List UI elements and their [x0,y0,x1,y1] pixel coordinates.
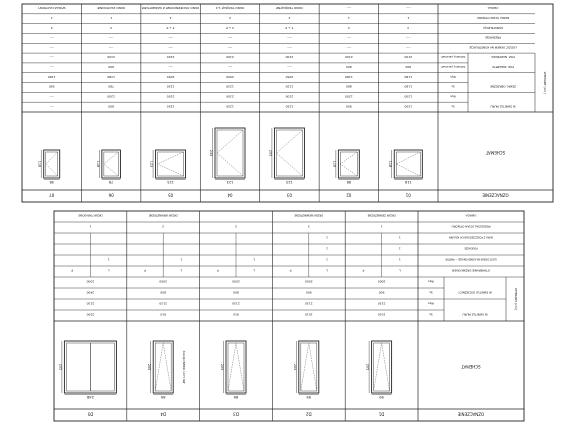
row-value: ---- [346,6,352,11]
row-value: 3 + P [285,25,294,30]
row-value: ---- [168,45,173,50]
row-value: 2100 [285,94,294,99]
section-label: SCHEMAT [485,150,506,155]
row-label: PODDASZE [464,246,478,250]
row-value: 3 + P [166,25,175,30]
window-width-label: 88 [346,180,352,184]
row-value: ---- [49,94,54,99]
window-width-label: 58 [49,180,54,184]
row-value: 2130 [377,301,386,306]
row-value: 2 [288,15,291,20]
row-value: ---- [168,35,173,40]
opening-line [46,152,58,176]
row-value: 1010 [377,312,386,317]
row-value: 900 [108,65,115,70]
row-value: 1180 [345,74,353,79]
row-value: 1250 [166,104,175,109]
door-leaf [228,343,244,391]
opening-line [301,343,317,391]
row-value: ---- [287,45,292,50]
window-width-label: 123 [226,180,234,184]
window-sash [217,130,243,176]
row-value: 2400 [86,290,95,295]
row-label: POZ. PARAPETU [492,65,514,70]
row-value: 2 [235,224,237,229]
opening-line [228,343,244,391]
row-value: ---- [49,45,54,50]
row-value: ---- [108,35,114,40]
row-value: 910 [160,312,167,317]
row-value: 2100 [345,55,353,60]
door-leaf [155,343,171,391]
window-width-label: 123 [167,180,174,184]
row-value: 2 [110,25,113,30]
row-value: 1230 [166,84,175,89]
column-code: 04 [227,192,233,198]
row-label: POZ. NADPROŻA [491,55,515,60]
row-label: W ŚWIETLE MURU [462,312,488,317]
opening-line [158,152,184,176]
row-value: 2 [162,224,165,229]
row-value: 2100 [226,55,234,60]
row-value: 1 [347,15,350,20]
window-frame [102,150,121,178]
row-value: ---- [406,6,411,11]
column-code: 06 [108,192,114,198]
row-value: ---- [227,35,233,40]
open-direction: P [289,268,292,273]
window-frame [44,150,60,178]
opening-line [374,343,390,391]
opening-line [396,152,420,176]
row-sublabel: Wys [428,279,434,284]
table-frame [54,211,524,421]
row-value: 800 [233,290,239,295]
window-frame [338,150,359,178]
row-label: W ŚWIETLE OŚCIEŻNICY [458,290,492,295]
row-value: 880 [345,84,352,89]
door-leaf [374,343,390,391]
row-value: 1 [110,15,113,20]
door-height-label: 205 [147,363,152,371]
row-value: 3 [407,25,410,30]
row-value: 1 [89,224,92,229]
window-sash [104,152,119,176]
window-sash [158,152,184,176]
row-value: 1 [407,15,410,20]
window-sash [46,152,58,176]
row-sublabel: Wys [450,74,456,78]
row-value: ---- [49,35,54,40]
row-sublabel: Wys [428,301,434,306]
row-value: 1250 [226,104,234,109]
window-frame [274,128,304,178]
row-sublabel: Aktualny parametr [440,55,466,59]
window-frame [394,150,422,178]
window-frame [215,128,245,178]
row-value: 2130 [304,301,313,306]
count-value: 1 [253,257,256,262]
row-value: 800 [108,104,115,109]
door-height-label: 205 [220,363,224,371]
window-height-label: 205 [268,149,273,157]
window-height-label: 118 [37,160,42,168]
remark-text: DRZWI TARASOWE [78,213,103,217]
row-label: UWAGA [465,213,477,218]
column-code: D2 [305,411,312,417]
row-value: ---- [227,45,233,50]
row-value: 1 [380,224,383,229]
row-value: 580 [48,84,55,89]
open-direction: L [180,268,183,273]
open-direction: L [107,268,110,273]
open-direction: L [253,268,256,273]
open-direction: P [216,268,219,273]
row-value: ---- [406,45,411,50]
row-value: 1200 [404,104,413,109]
row-value: OKNO TRÓJKĄTNE [276,6,303,11]
column-code: D5 [87,411,94,417]
row-value: 2100 [107,55,115,60]
row-value: 2100 [404,55,413,60]
window-sash [276,130,302,176]
row-value: 2 [307,224,310,229]
opening-line [217,130,243,176]
window-width-label: 118 [405,180,412,184]
row-label: SUMA Z POSZCZEGÓLNYCH KOLUMN [449,235,493,239]
row-value: ---- [49,65,54,70]
row-value: OKNO ZACHODNIE [97,6,126,11]
row-value: ---- [406,35,411,40]
column-code: D1 [378,411,385,417]
door-width-label: 99 [306,395,312,399]
row-value: OKNO TRÓJKĄT 1,2 [215,6,245,11]
row-sublabel: Sz [429,312,433,317]
door-height-label: 205 [292,363,297,371]
row-sublabel: Sz [429,290,433,295]
row-value: 2000 [304,279,313,284]
row-value: 2050 [285,74,294,79]
row-value: 2000 [159,279,168,284]
remark-text: DRZWI WEWNĘTRZNE [294,213,324,217]
row-value: 1230 [285,84,294,89]
row-value: 800 [160,290,167,295]
window-sash [396,152,420,176]
row-value: 2000 [377,279,386,284]
row-value: 1200 [404,94,413,99]
row-label: OTWIERANIE DRZWI/OKIEN [452,268,490,273]
row-value: ---- [287,65,292,70]
count-value: 1 [180,257,183,262]
column-code: 03 [286,192,292,198]
row-value: 3 [50,25,53,30]
column-code: 01 [405,192,411,198]
row-value: ---- [227,65,233,70]
count-value: 1 [398,235,401,240]
window-height-label: 123 [149,160,154,168]
remark-text: DRZWI WEWNĘTRZNE [148,213,178,217]
header-label: OZNACZENIE [482,192,509,198]
row-value: 2100 [166,94,175,99]
row-label: PRZEDZIAŁ ŚCIAN OTWORU [451,224,491,229]
row-label: PAZDA ŚCIAN OTWORU [476,15,510,20]
row-value: 1180 [404,74,413,79]
opening-line [276,130,302,176]
row-value: 2130 [232,301,240,306]
row-sublabel: Sz [451,104,455,108]
door-width-label: 89 [160,395,166,399]
row-value: ---- [108,45,114,50]
row-value: 2100 [166,55,175,60]
row-value: 900 [378,290,385,295]
window-height-label: 118 [95,160,100,168]
group-label: WYMIARY [cm] [514,288,518,310]
row-value: ---- [346,35,352,40]
window-sash [340,152,357,176]
row-sublabel: Wys [450,94,456,98]
row-value: ---- [346,45,352,50]
opening-line [104,152,119,176]
open-direction: L [398,268,401,273]
header-label: OZNACZENIE [457,411,485,417]
row-value: 900 [345,65,352,70]
count-value: 1 [398,257,401,262]
row-value: ---- [49,104,54,109]
row-value: 900 [305,290,312,295]
column-code: D3 [233,411,239,417]
row-value: 1200 [345,94,353,99]
top-table [22,4,553,202]
row-value: 2050 [226,74,234,79]
column-code: 05 [168,192,174,198]
row-value: 1180 [107,74,115,79]
bottom-table [54,211,524,421]
row-label: ZEWN. OBRZEŻNE [490,84,516,89]
count-value: 1 [326,257,328,262]
row-value: 2500 [86,312,95,317]
row-value: 2050 [166,74,175,79]
row-value: 2000 [86,279,95,284]
row-value: 1250 [285,104,294,109]
row-value: 2130 [159,301,168,306]
window-height-label: 118 [388,160,393,168]
row-value: 2100 [226,94,234,99]
open-direction: P [362,268,365,273]
column-code: 07 [49,192,55,198]
row-label: ILOŚĆ DRZWI NA KONDYGNACJĘ — PARTER [445,257,497,261]
opening-line [340,152,357,176]
group-label: WYMIARY [cm] [543,71,547,94]
row-value: 780 [108,84,115,89]
door-height-label: 205 [365,363,370,371]
count-value: 1 [326,246,328,251]
row-value: 2 [169,15,172,20]
window-height-label: 118 [332,160,337,168]
door-leaf [301,343,317,391]
row-value: 900 [345,104,352,109]
row-value: 2000 [232,279,240,284]
row-label: PRZEKROJE [485,35,501,40]
window-width-label: 78 [108,180,114,184]
row-value: 2100 [285,55,294,60]
row-value: WYRAZ DACHOWY [37,6,66,11]
row-value: 2130 [86,301,95,306]
open-direction: P [144,268,146,273]
window-width-label: 123 [286,180,293,184]
row-value: 1180 [47,74,56,79]
row-sublabel: Sz [451,84,455,88]
column-code: 02 [346,192,352,198]
count-value: 1 [107,257,110,262]
door-height-label: 205 [58,363,63,371]
row-value: 1230 [226,84,234,89]
row-value: 1200 [107,94,115,99]
window-height-label: 235 [209,149,213,157]
row-value: 3 + P [225,25,235,30]
remark-text: DRZWI ZEWNĘTRZNE [367,213,396,217]
door-width-label: 248 [86,395,94,399]
row-value: 900 [405,65,412,70]
column-code: D4 [160,411,167,417]
window-frame [156,150,186,178]
open-direction: L [326,268,328,273]
row-value: OKNO OŚCIEŻNICOWE Z NAŚWIETLEM [141,6,200,11]
count-value: 1 [326,235,328,240]
door-width-label: 89 [233,395,239,399]
open-direction: P [71,268,74,273]
opening-line [155,343,171,391]
door-width-label: 99 [379,395,384,399]
section-label: SCHEMAT [461,364,481,369]
row-label: ŁODZIĆ OKNEM NA KONSTRUKCJE [469,45,517,50]
count-value: 1 [398,246,401,251]
row-value: 1180 [404,84,413,89]
row-value: ---- [287,35,292,40]
row-value: 2 [229,15,231,20]
door-note: ŻALUZJA WEWN. 120°C NW [182,350,186,384]
row-label: UWAGA [487,6,499,11]
row-label: KONSTRUKCJA [483,25,503,30]
row-value: 910 [233,312,239,317]
row-value: 2 [347,25,350,30]
row-value: 1 [50,15,53,20]
row-value: ---- [49,55,54,60]
row-value: ---- [168,65,173,70]
row-sublabel: Aktualny parametr [440,65,466,69]
row-value: 1010 [304,312,313,317]
row-label: W ŚWIETLE MURU [490,104,516,109]
